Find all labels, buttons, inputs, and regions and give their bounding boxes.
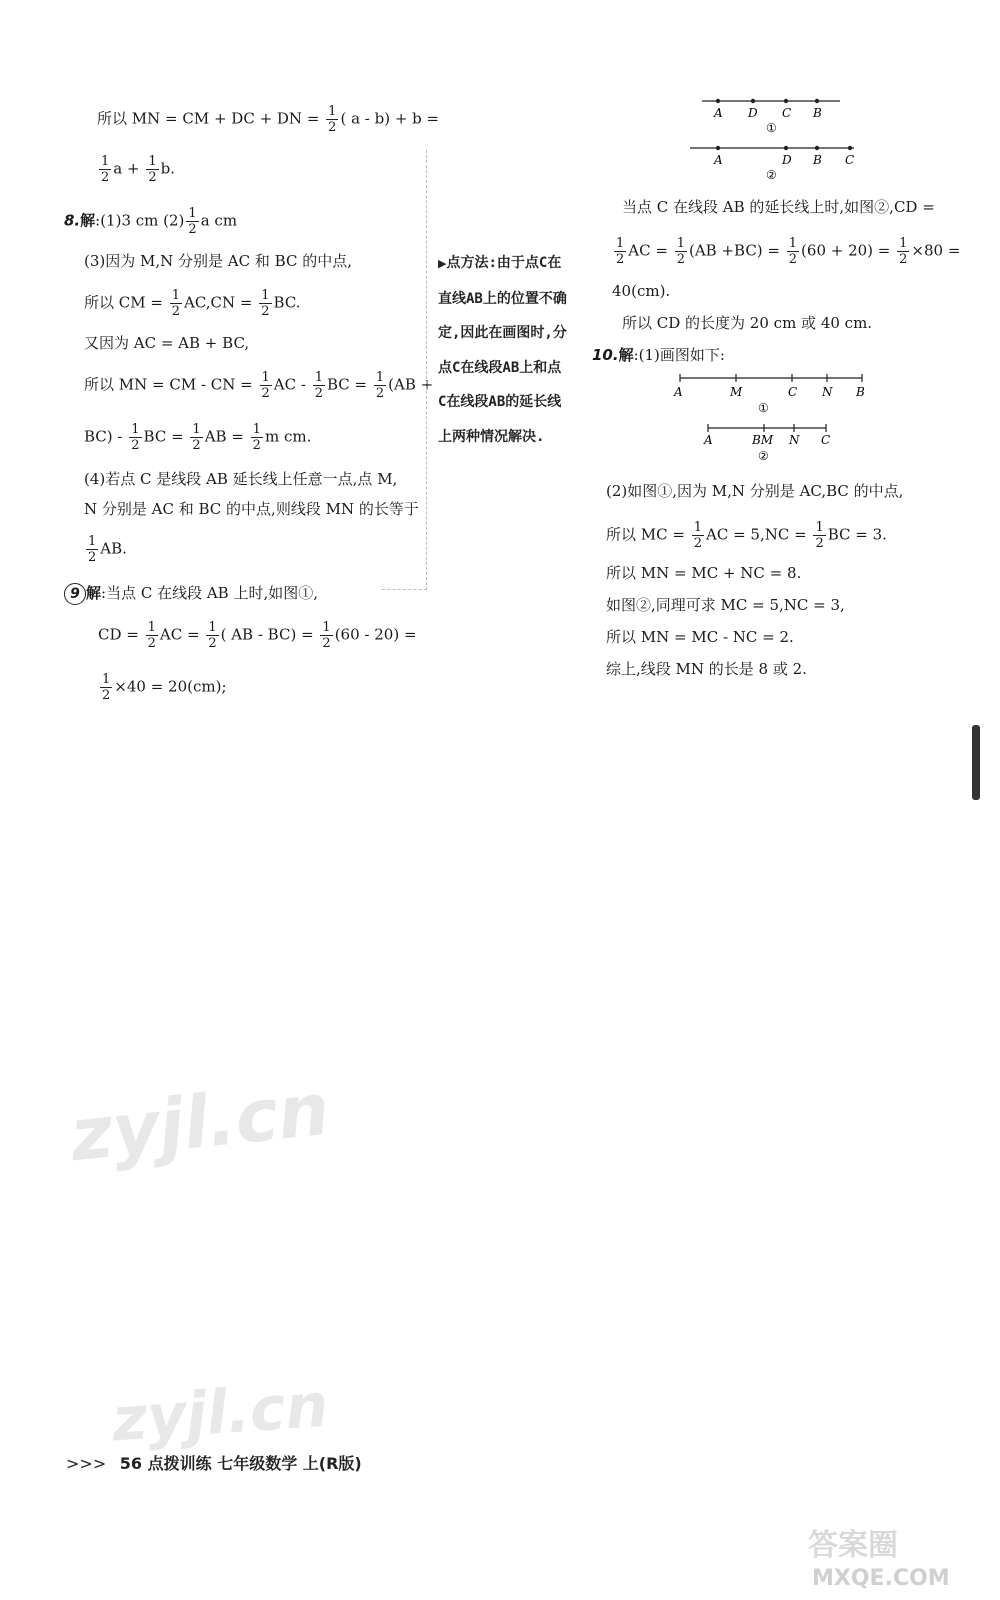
fig1-point (784, 99, 788, 103)
q8-bc: BC) - $\frac{1}{2}$ BC = $\frac{1}{2}$ AB = $\frac{1}{2}$ m cm. (84, 422, 312, 453)
fig4-number: ② (758, 449, 769, 463)
fig2-label: C (845, 153, 855, 167)
q10-mn-diff: 所以 MN = MC - NC = 2. (606, 628, 794, 646)
note-title: 点方法 (446, 255, 489, 271)
fig3-number: ① (758, 401, 769, 415)
note-text: :由于点C在直线AB上的位置不确定,因此在画图时,分点C在线段AB上和点C在线段AB的延长线上两种情况解决. (438, 255, 567, 445)
watermark-daanquan: 答案圈 (808, 1528, 898, 1563)
q8-part4-c: $\frac{1}{2}$ AB. (88, 534, 127, 565)
fig2-point (784, 146, 788, 150)
fig2-label: D (782, 153, 792, 167)
q9-answer: 9 解:当点 C 在线段 AB 上时,如图①, (64, 582, 318, 605)
q9-cd: CD = $\frac{1}{2}$ AC = $\frac{1}{2}$ ( AB - BC) = $\frac{1}{2}$ (60 - 20) = (98, 620, 417, 651)
figure-10 (670, 370, 880, 470)
note-divider (426, 150, 427, 590)
page-number: 56 (119, 1454, 143, 1473)
q8-ac: 又因为 AC = AB + BC, (84, 334, 250, 352)
r-40: 40(cm). (612, 282, 671, 300)
fig3-label: N (822, 385, 833, 399)
q9-result: $\frac{1}{2}$ ×40 = 20(cm); (102, 672, 227, 703)
fig4-label: N (789, 433, 800, 447)
watermark-zyjl-2: zyjl.cn (109, 1370, 331, 1456)
r-conclusion: 所以 CD 的长度为 20 cm 或 40 cm. (622, 314, 873, 332)
fig2-point (848, 146, 852, 150)
fig1-point (815, 99, 819, 103)
method-note (438, 246, 568, 454)
fig2-point (815, 146, 819, 150)
line-mn-result: $\frac{1}{2}$ a + $\frac{1}{2}$ b. (101, 154, 175, 185)
triangle-icon: ▶ (438, 257, 447, 270)
fig4-label: C (821, 433, 831, 447)
q8-cm: 所以 CM = $\frac{1}{2}$ AC,CN = $\frac{1}{2}$ BC. (84, 288, 301, 319)
fig2-number: ② (766, 168, 777, 182)
q8-part3: (3)因为 M,N 分别是 AC 和 BC 的中点, (84, 252, 352, 270)
fig1-number: ① (766, 121, 777, 135)
watermark-mxqe: MXQE.COM (812, 1566, 950, 1591)
q10-answer: 10.解:(1)画图如下: (592, 346, 725, 364)
figure-1-2 (690, 92, 860, 182)
page-edge-mark (972, 725, 980, 800)
q10-mn-sum: 所以 MN = MC + NC = 8. (606, 564, 802, 582)
chevrons-icon: >>> (66, 1454, 107, 1473)
fig1-point (751, 99, 755, 103)
fig4-label: A (704, 433, 713, 447)
q10-summary: 综上,线段 MN 的长是 8 或 2. (606, 660, 807, 678)
q8-part4-b: N 分别是 AC 和 BC 的中点,则线段 MN 的长等于 (84, 500, 419, 518)
fig3-label: B (856, 385, 865, 399)
q8-part4-a: (4)若点 C 是线段 AB 延长线上任意一点,点 M, (84, 470, 398, 488)
fig4-label: BM (752, 433, 774, 447)
fig1-label: C (782, 106, 792, 120)
q10-mc: 所以 MC = $\frac{1}{2}$ AC = 5,NC = $\frac{1}{2}$ BC = 3. (606, 520, 887, 551)
q8-mn: 所以 MN = CM - CN = $\frac{1}{2}$ AC - $\frac{1}{2}$ BC = $\frac{1}{2}$ (AB + (84, 370, 434, 401)
note-divider-bottom (382, 589, 427, 590)
fig1-label: B (813, 106, 822, 120)
q10-part2: (2)如图①,因为 M,N 分别是 AC,BC 的中点, (606, 482, 904, 500)
r-ext: 当点 C 在线段 AB 的延长线上时,如图②,CD = (622, 198, 935, 216)
fig2-point (716, 146, 720, 150)
r-cd-calc: $\frac{1}{2}$ AC = $\frac{1}{2}$ (AB +BC) = $\frac{1}{2}$ (60 + 20) = $\frac{1}{2}$ ×80 = (616, 236, 961, 267)
book-title: 点拨训练 七年级数学 上(R版) (147, 1454, 362, 1473)
line-mn-sum: 所以 MN = CM + DC + DN = $\frac{1}{2}$ ( a - b) + b = (97, 104, 440, 135)
fig1-label: A (714, 106, 723, 120)
q9-number-badge: 9 (64, 583, 86, 605)
watermark-zyjl-1: zyjl.cn (66, 1066, 334, 1178)
fig1-label: D (748, 106, 758, 120)
page-footer (66, 1451, 362, 1474)
fig3-label: A (674, 385, 683, 399)
fig3-label: C (788, 385, 798, 399)
fig2-label: B (813, 153, 822, 167)
fig1-point (716, 99, 720, 103)
fig2-label: A (714, 153, 723, 167)
fig3-label: M (730, 385, 743, 399)
q8-answer: 8.解:(1)3 cm (2) $\frac{1}{2}$ a cm (64, 206, 238, 237)
q10-fig2: 如图②,同理可求 MC = 5,NC = 3, (606, 596, 845, 614)
